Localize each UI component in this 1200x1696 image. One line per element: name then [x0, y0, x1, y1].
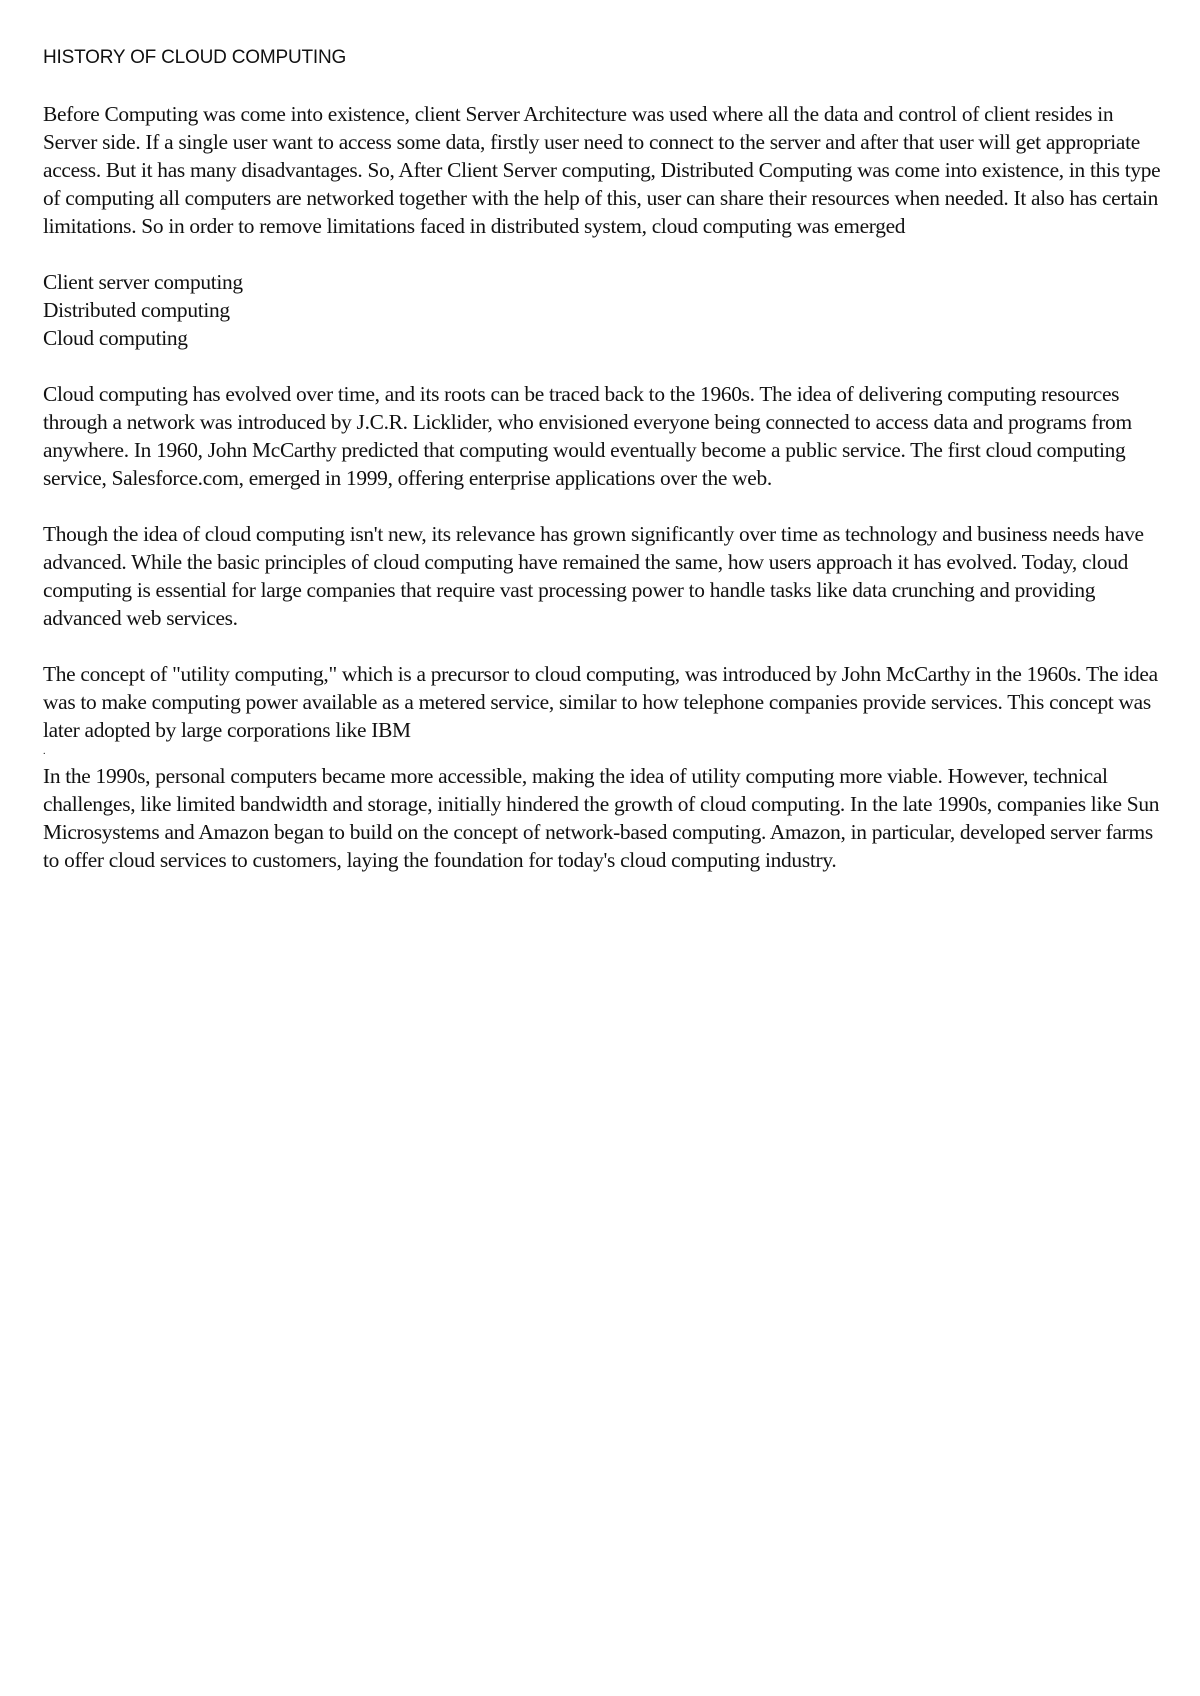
paragraph-1990s: In the 1990s, personal computers became more accessible, making the idea of utility computing more viable. However, technical challenges, like limited bandwidth and storage, initially hindered the growth of cloud computing. In the late 1990s, companies like Sun Microsystems and Amazon began to build on the concept of network-based computing. Amazon, in particular, developed server farms to offer cloud services to customers, laying the foundation for today's cloud computing industry. — [43, 764, 1160, 872]
list-item: Distributed computing — [43, 298, 230, 322]
computing-list — [43, 268, 1168, 352]
document-title: HISTORY OF CLOUD COMPUTING — [43, 47, 347, 68]
stray-dot: . — [43, 746, 46, 757]
paragraph-utility-computing: The concept of "utility computing," which is a precursor to cloud computing, was introduced by John McCarthy in the 1960s. The idea was to make computing power available as a metered service, similar to how telephone companies provide services. This concept was later adopted by large corporations like IBM — [43, 662, 1158, 742]
list-item: Cloud computing — [43, 326, 188, 350]
paragraph-evolution: Cloud computing has evolved over time, and its roots can be traced back to the 1960s. The idea of delivering computing resources through a network was introduced by J.C.R. Licklider, who envisioned everyone being connected to access data and programs from anywhere. In 1960, John McCarthy predicted that computing would eventually become a public service. The first cloud computing service, Salesforce.com, emerged in 1999, offering enterprise applications over the web. — [43, 382, 1132, 490]
intro-paragraph: Before Computing was come into existence, client Server Architecture was used where all the data and control of client resides in Server side. If a single user want to access some data, firstly user need to connect to the server and after that user will get appropriate access. But it has many disadvantages. So, After Client Server computing, Distributed Computing was come into existence, in this type of computing all computers are networked together with the help of this, user can share their resources when needed. It also has certain limitations. So in order to remove limitations faced in distributed system, cloud computing was emerged — [43, 102, 1161, 238]
paragraph-relevance: Though the idea of cloud computing isn't new, its relevance has grown significantly over time as technology and business needs have advanced. While the basic principles of cloud computing have remained the same, how users approach it has evolved. Today, cloud computing is essential for large companies that require vast processing power to handle tasks like data crunching and providing advanced web services. — [43, 522, 1144, 630]
document-page — [43, 44, 1168, 902]
list-item: Client server computing — [43, 270, 243, 294]
